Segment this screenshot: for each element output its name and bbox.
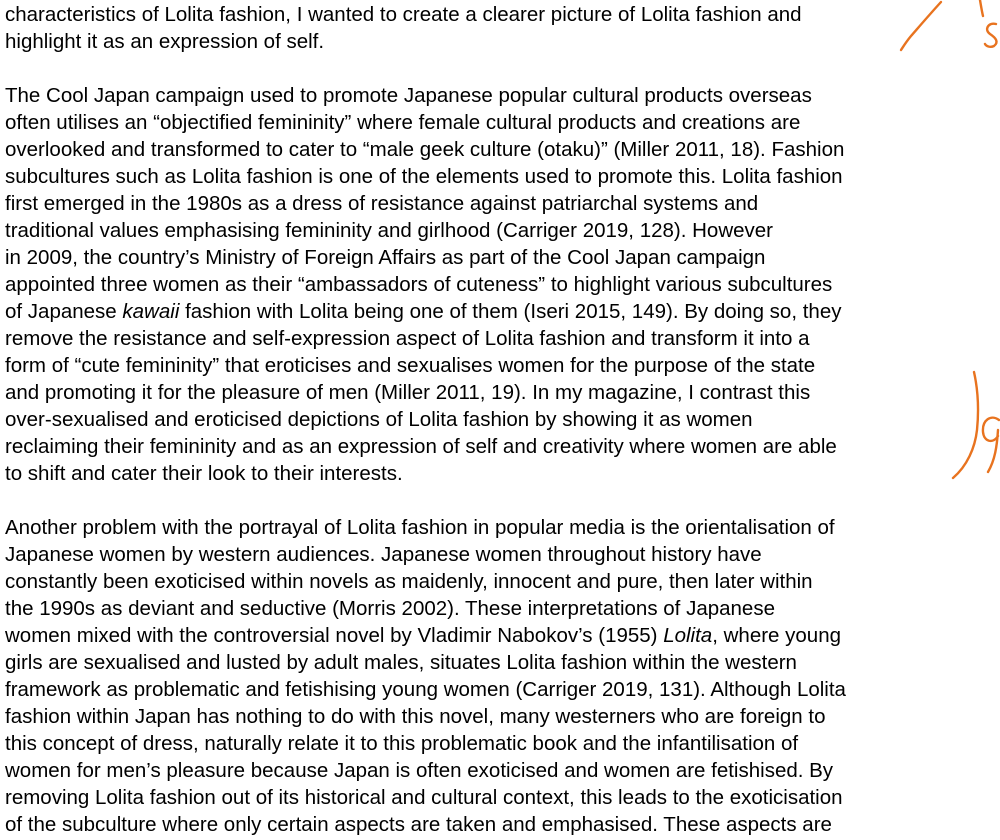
text-line: remove the resistance and self-expression aspect of Lolita fashion and transform it into a [5,327,810,350]
text-line: in 2009, the country’s Ministry of Foreign Affairs as part of the Cool Japan campaign [5,246,766,269]
text-line: first emerged in the 1980s as a dress of resistance against patriarchal systems and [5,192,759,215]
text-line: often utilises an “objectified femininity” where female cultural products and creations are [5,111,801,134]
text-segment: , where young [712,624,841,647]
text-line: to shift and cater their look to their interests. [5,462,403,485]
annotation-scribble-top-2 [985,24,997,47]
italic-title-lolita: Lolita [663,624,713,647]
text-segment: fashion with Lolita being one of them (Iseri 2015, 149). By doing so, they [179,300,842,323]
text-segment: women mixed with the controversial novel by Vladimir Nabokov’s (1955) [5,624,664,647]
text-line: overlooked and transformed to cater to “male geek culture (otaku)” (Miller 2011, 18). Fashion [5,138,845,161]
text-line: fashion within Japan has nothing to do with this novel, many westerners who are foreign to [5,705,826,728]
text-line: subcultures such as Lolita fashion is one of the elements used to promote this. Lolita fashion [5,165,843,188]
text-line: reclaiming their femininity and as an expression of self and creativity where women are able [5,435,837,458]
text-line: framework as problematic and fetishising young women (Carriger 2019, 131). Although Lolita [5,678,846,701]
text-line: constantly been exoticised within novels as maidenly, innocent and pure, then later within [5,570,813,593]
annotation-bracket-right [953,372,978,478]
text-line: women for men’s pleasure because Japan is often exoticised and women are fetishised. By [5,759,834,782]
text-line: Japanese women by western audiences. Japanese women throughout history have [5,543,762,566]
text-line: removing Lolita fashion out of its historical and cultural context, this leads to the exoticisation [5,786,843,809]
text-line: over-sexualised and eroticised depictions of Lolita fashion by showing it as women [5,408,753,431]
text-segment: of Japanese [5,300,123,323]
text-line [5,622,841,649]
text-line: girls are sexualised and lusted by adult males, situates Lolita fashion within the western [5,651,797,674]
text-line: The Cool Japan campaign used to promote Japanese popular cultural products overseas [5,84,812,107]
text-line: highlight it as an expression of self. [5,30,325,53]
annotation-scribble-right [983,418,999,472]
text-line: and promoting it for the pleasure of men (Miller 2011, 19). In my magazine, I contrast this [5,381,811,404]
text-line [5,298,841,325]
text-line: of the subculture where only certain aspects are taken and emphasised. These aspects are [5,813,832,836]
annotation-scribble-top [980,0,983,16]
annotation-slash-top [901,2,941,50]
italic-term-kawaii: kawaii [122,300,180,323]
text-line: Another problem with the portrayal of Lolita fashion in popular media is the orientalisation of [5,516,835,539]
text-line: form of “cute femininity” that eroticises and sexualises women for the purpose of the state [5,354,816,377]
text-line: appointed three women as their “ambassadors of cuteness” to highlight various subcultures [5,273,833,296]
text-line: characteristics of Lolita fashion, I wanted to create a clearer picture of Lolita fashion and [5,3,802,26]
text-line: the 1990s as deviant and seductive (Morris 2002). These interpretations of Japanese [5,597,775,620]
text-line: traditional values emphasising femininity and girlhood (Carriger 2019, 128). However [5,219,774,242]
text-line: this concept of dress, naturally relate it to this problematic book and the infantilisation of [5,732,799,755]
